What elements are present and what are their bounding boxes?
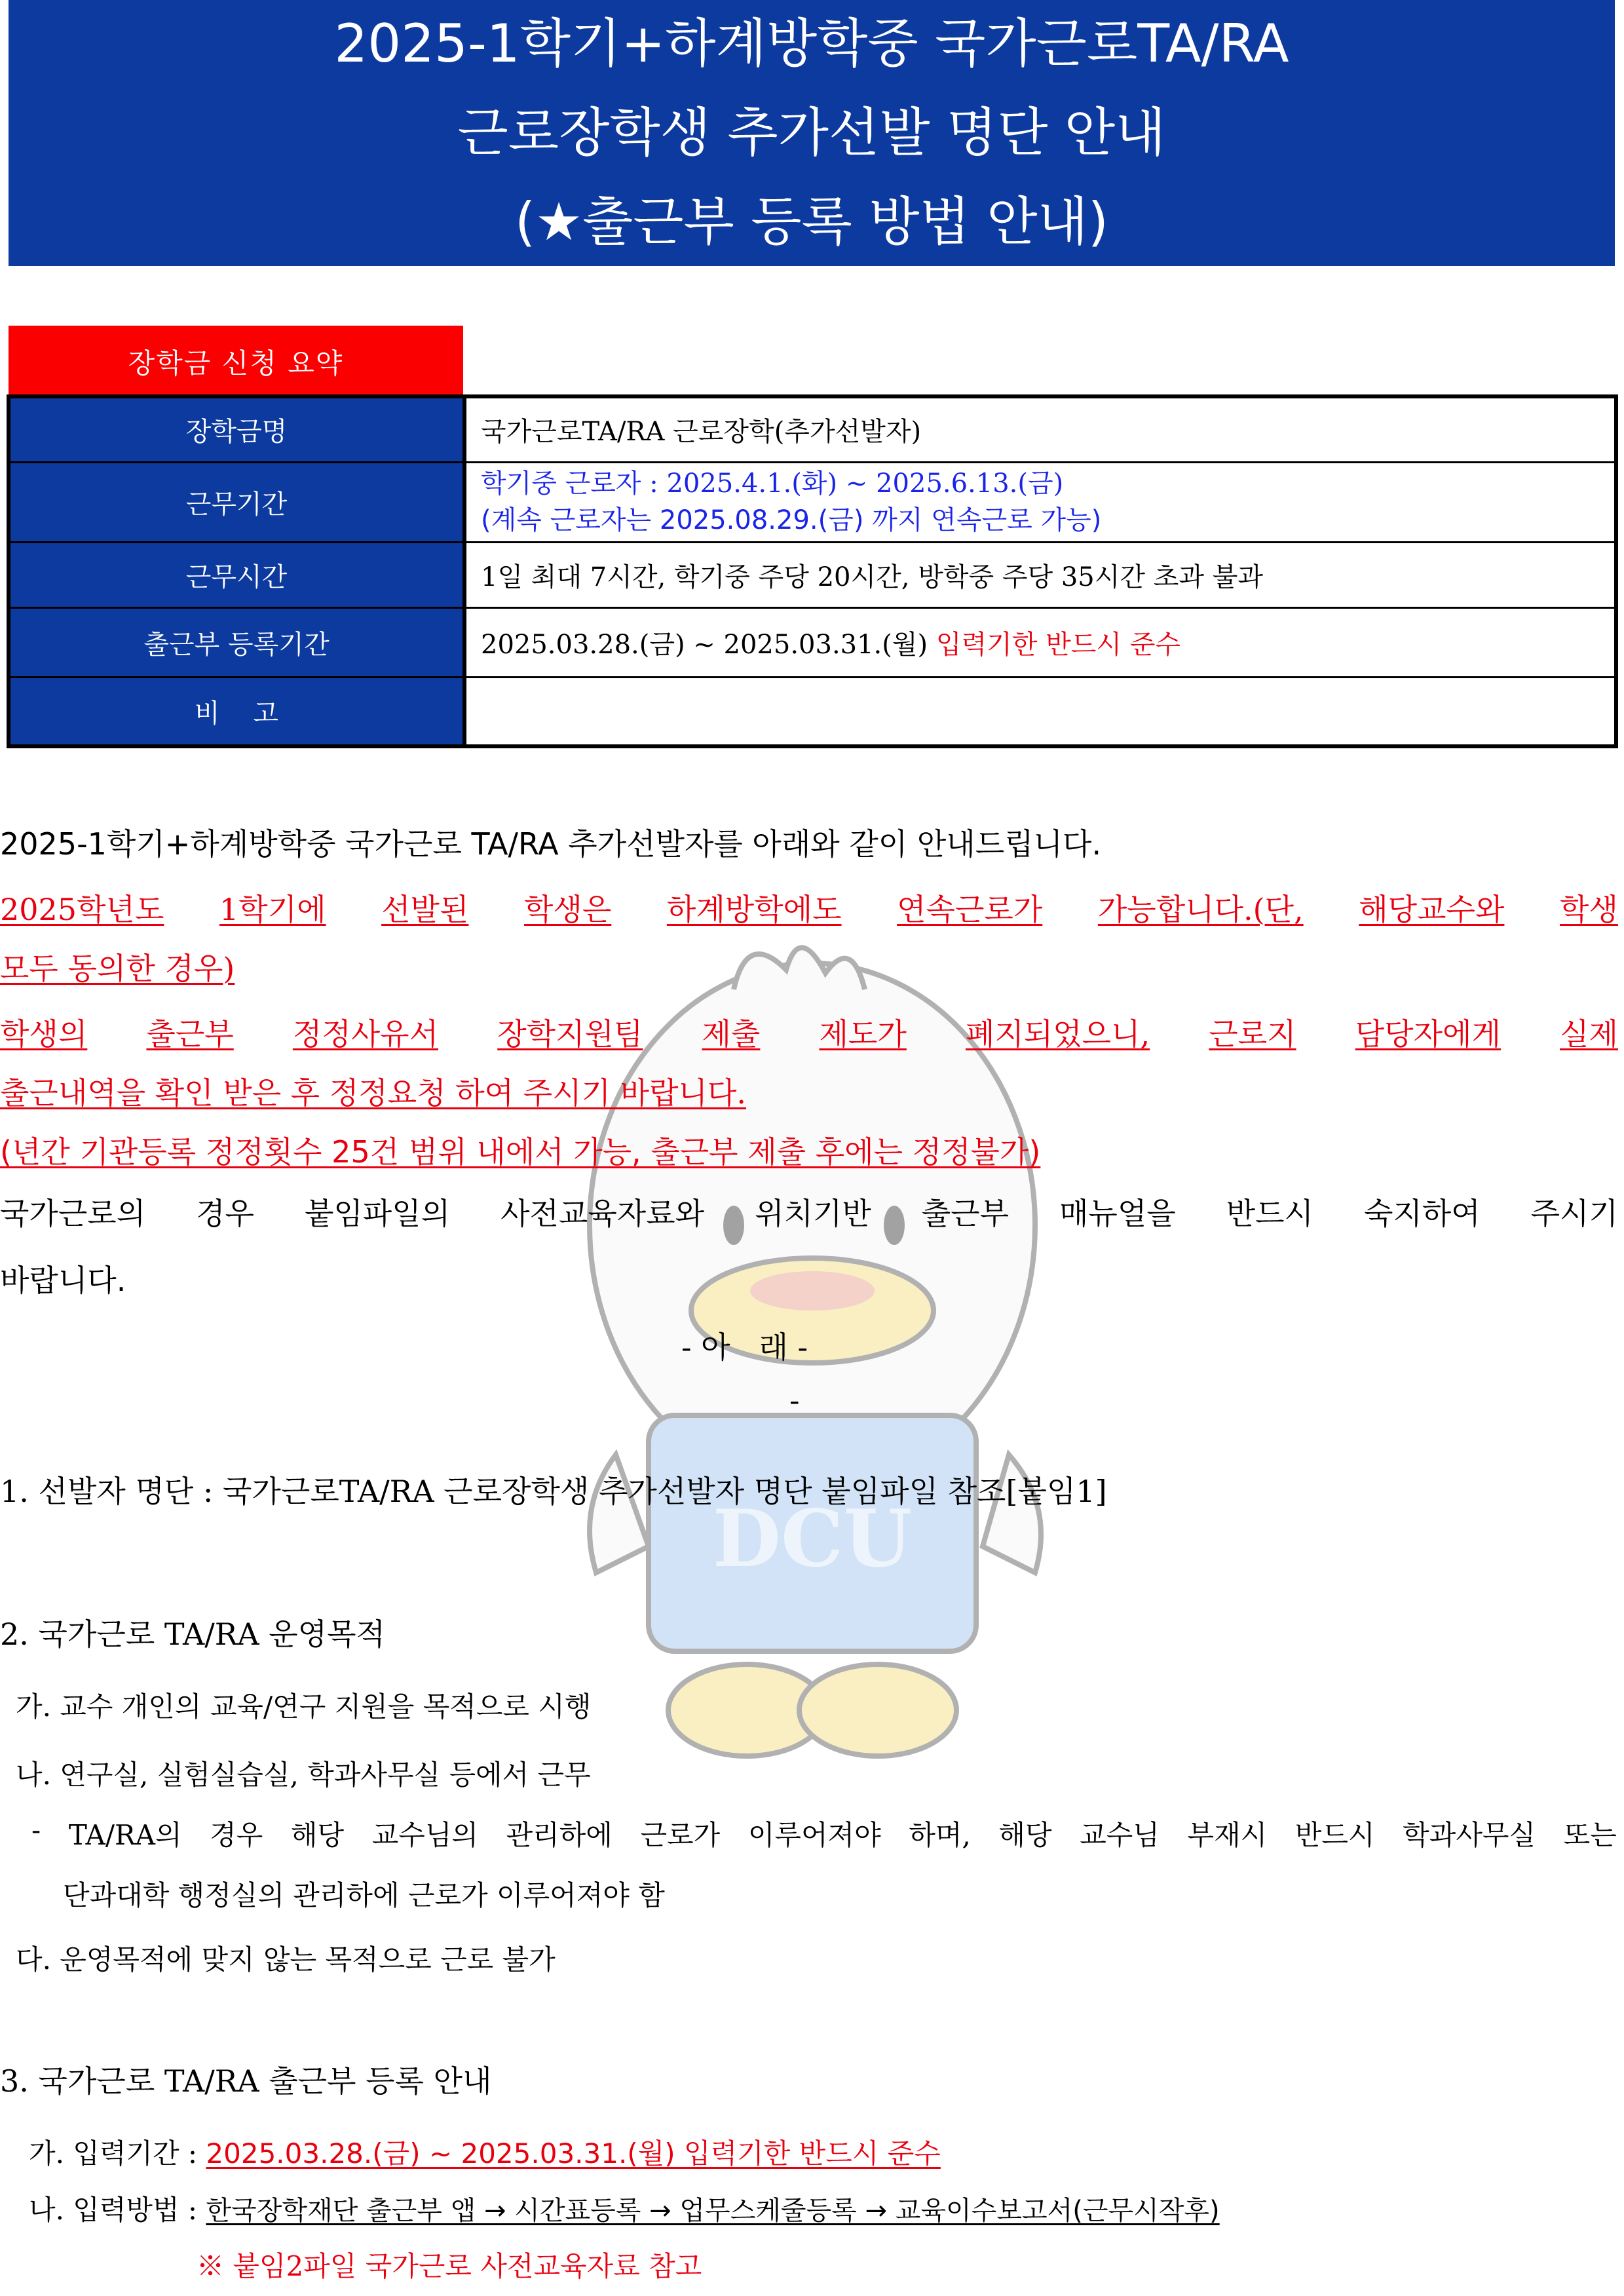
intro-p2-word: 해당교수와	[1359, 892, 1505, 927]
intro-p5-word: 국가근로의	[0, 1196, 146, 1231]
summary-row-name	[9, 396, 1616, 462]
registration-dates: 2025.03.28.(금) ~ 2025.03.31.(월)	[481, 629, 936, 660]
section-1-title: 1. 선발자 명단 : 국가근로TA/RA 근로장학생 추가선발자 명단 붙임파일 참조[붙임1]	[0, 1474, 1107, 1509]
intro-p5-word: 반드시	[1226, 1196, 1313, 1231]
summary-row-period	[9, 462, 1616, 542]
section-2-note-word: 부재시	[1187, 1819, 1268, 1851]
intro-p2-word: 하계방학에도	[666, 892, 842, 927]
section-2-item-b-note-cont: 단과대학 행정실의 관리하에 근로가 이루어져야 함	[63, 1879, 665, 1911]
summary-row-registration	[9, 607, 1616, 677]
title-line-2: 근로장학생 추가선발 명단 안내	[457, 102, 1166, 163]
row-label: 출근부 등록기간	[9, 607, 464, 677]
intro-p5-word: 출근부	[921, 1196, 1010, 1231]
section-2-note-word: TA/RA의	[68, 1819, 182, 1851]
intro-p3-word: 학생의	[0, 1016, 88, 1052]
section-2-item-b-note	[31, 1814, 1617, 1853]
section-2-note-word: 학과사무실	[1403, 1819, 1536, 1851]
intro-paragraph-4: (년간 기관등록 정정횟수 25건 범위 내에서 가능, 출근부 제출 후에는 정정불가)	[0, 1134, 1041, 1170]
row-value	[464, 462, 1616, 542]
below-dash: -	[789, 1383, 800, 1418]
intro-p2-word: 학생은	[524, 892, 612, 927]
intro-p3-word: 담당자에게	[1355, 1016, 1501, 1052]
row-label: 장학금명	[9, 396, 464, 462]
intro-p3-word: 실제	[1560, 1016, 1618, 1052]
row-label: 비 고	[9, 677, 464, 746]
section-2-note-word: 교수님	[1080, 1819, 1160, 1851]
section-3-title: 3. 국가근로 TA/RA 출근부 등록 안내	[0, 2063, 492, 2099]
section-2-note-word: 해당	[998, 1819, 1052, 1851]
item-a-value: 2025.03.28.(금) ~ 2025.03.31.(월) 입력기한 반드시 준수	[206, 2137, 941, 2170]
intro-paragraph-2	[0, 886, 1618, 929]
section-2-note-word: -	[31, 1814, 41, 1846]
section-2-note-word: 근로가	[640, 1819, 721, 1851]
section-2-note-word: 반드시	[1294, 1819, 1375, 1851]
intro-paragraph-5	[0, 1190, 1618, 1233]
intro-paragraph-1: 2025-1학기+하계방학중 국가근로 TA/RA 추가선발자를 아래와 같이 안내드립니다.	[0, 826, 1102, 862]
section-2-note-word: 관리하에	[506, 1819, 613, 1851]
intro-p3-word: 제도가	[819, 1016, 907, 1052]
intro-p2-word: 연속근로가	[897, 892, 1043, 927]
intro-paragraph-2-cont: 모두 동의한 경우)	[0, 951, 235, 986]
period-line-2: (계속 근로자는 2025.08.29.(금) 까지 연속근로 가능)	[481, 505, 1102, 535]
intro-paragraph-5-cont: 바랍니다.	[0, 1263, 126, 1298]
section-3-item-b	[29, 2189, 1220, 2228]
section-2-item-c: 다. 운영목적에 맞지 않는 목적으로 근로 불가	[16, 1943, 556, 1976]
intro-paragraph-3-cont: 출근내역을 확인 받은 후 정정요청 하여 주시기 바랍니다.	[0, 1075, 747, 1111]
item-b-value: 한국장학재단 출근부 앱 → 시간표등록 → 업무스케줄등록 → 교육이수보고서(근무시작후)	[206, 2196, 1220, 2226]
section-2-note-word: 경우	[210, 1819, 263, 1851]
intro-p2-word: 가능합니다.(단,	[1097, 892, 1304, 927]
period-line-1: 학기중 근로자 : 2025.4.1.(화) ~ 2025.6.13.(금)	[481, 469, 1064, 499]
mascot-shirt-text: DCU	[712, 1493, 913, 1585]
intro-p5-word: 사전교육자료와	[500, 1196, 705, 1231]
row-value: 1일 최대 7시간, 학기중 주당 20시간, 방학중 주당 35시간 초과 불과	[464, 542, 1616, 607]
intro-p3-word: 제출	[702, 1016, 761, 1052]
intro-p3-word: 출근부	[146, 1016, 234, 1052]
intro-p2-word: 2025학년도	[0, 892, 164, 927]
row-label: 근무기간	[9, 462, 464, 542]
section-2-item-b: 나. 연구실, 실험실습실, 학과사무실 등에서 근무	[16, 1759, 591, 1791]
summary-row-hours	[9, 542, 1616, 607]
summary-tab: 장학금 신청 요약	[9, 326, 463, 398]
row-label: 근무시간	[9, 542, 464, 607]
intro-p5-word: 매뉴얼을	[1059, 1196, 1176, 1231]
item-a-label: 가. 입력기간 :	[29, 2137, 206, 2170]
summary-row-remarks	[9, 677, 1616, 746]
intro-paragraph-3	[0, 1010, 1618, 1054]
title-banner	[9, 0, 1615, 266]
title-line-3: (★출근부 등록 방법 안내)	[515, 191, 1108, 252]
row-value	[464, 677, 1616, 746]
title-line-1: 2025-1학기+하계방학중 국가근로TA/RA	[334, 13, 1289, 74]
intro-p2-word: 선발된	[381, 892, 469, 927]
row-value: 국가근로TA/RA 근로장학(추가선발자)	[464, 396, 1616, 462]
intro-p2-word: 학생	[1560, 892, 1618, 927]
row-value	[464, 607, 1616, 677]
section-3-note: ※ 붙임2파일 국가근로 사전교육자료 참고	[197, 2250, 702, 2282]
intro-p5-word: 위치기반	[755, 1196, 871, 1231]
intro-p3-word: 장학지원팀	[497, 1016, 643, 1052]
intro-p5-word: 경우	[196, 1196, 254, 1231]
section-2-note-word: 하며,	[909, 1819, 971, 1851]
summary-table	[7, 394, 1618, 748]
intro-p2-word: 1학기에	[219, 892, 326, 927]
item-b-label: 나. 입력방법 :	[29, 2194, 206, 2226]
intro-p3-word: 근로지	[1209, 1016, 1296, 1052]
intro-p3-word: 폐지되었으니,	[965, 1016, 1150, 1052]
section-2-note-word: 이루어져야	[747, 1819, 881, 1851]
intro-p5-word: 숙지하여	[1363, 1196, 1481, 1231]
section-2-title: 2. 국가근로 TA/RA 운영목적	[0, 1617, 385, 1652]
section-2-note-word: 해당	[290, 1819, 345, 1851]
below-heading: - 아 래 -	[681, 1330, 808, 1365]
section-2-note-word: 또는	[1563, 1819, 1617, 1851]
registration-deadline-note: 입력기한 반드시 준수	[935, 629, 1181, 660]
intro-p5-word: 붙임파일의	[304, 1196, 451, 1231]
intro-p3-word: 정정사유서	[292, 1016, 439, 1052]
section-2-item-a: 가. 교수 개인의 교육/연구 지원을 목적으로 시행	[16, 1691, 592, 1723]
section-3-item-a	[29, 2132, 941, 2172]
intro-p5-word: 주시기	[1530, 1196, 1618, 1231]
section-2-note-word: 교수님의	[371, 1819, 478, 1851]
